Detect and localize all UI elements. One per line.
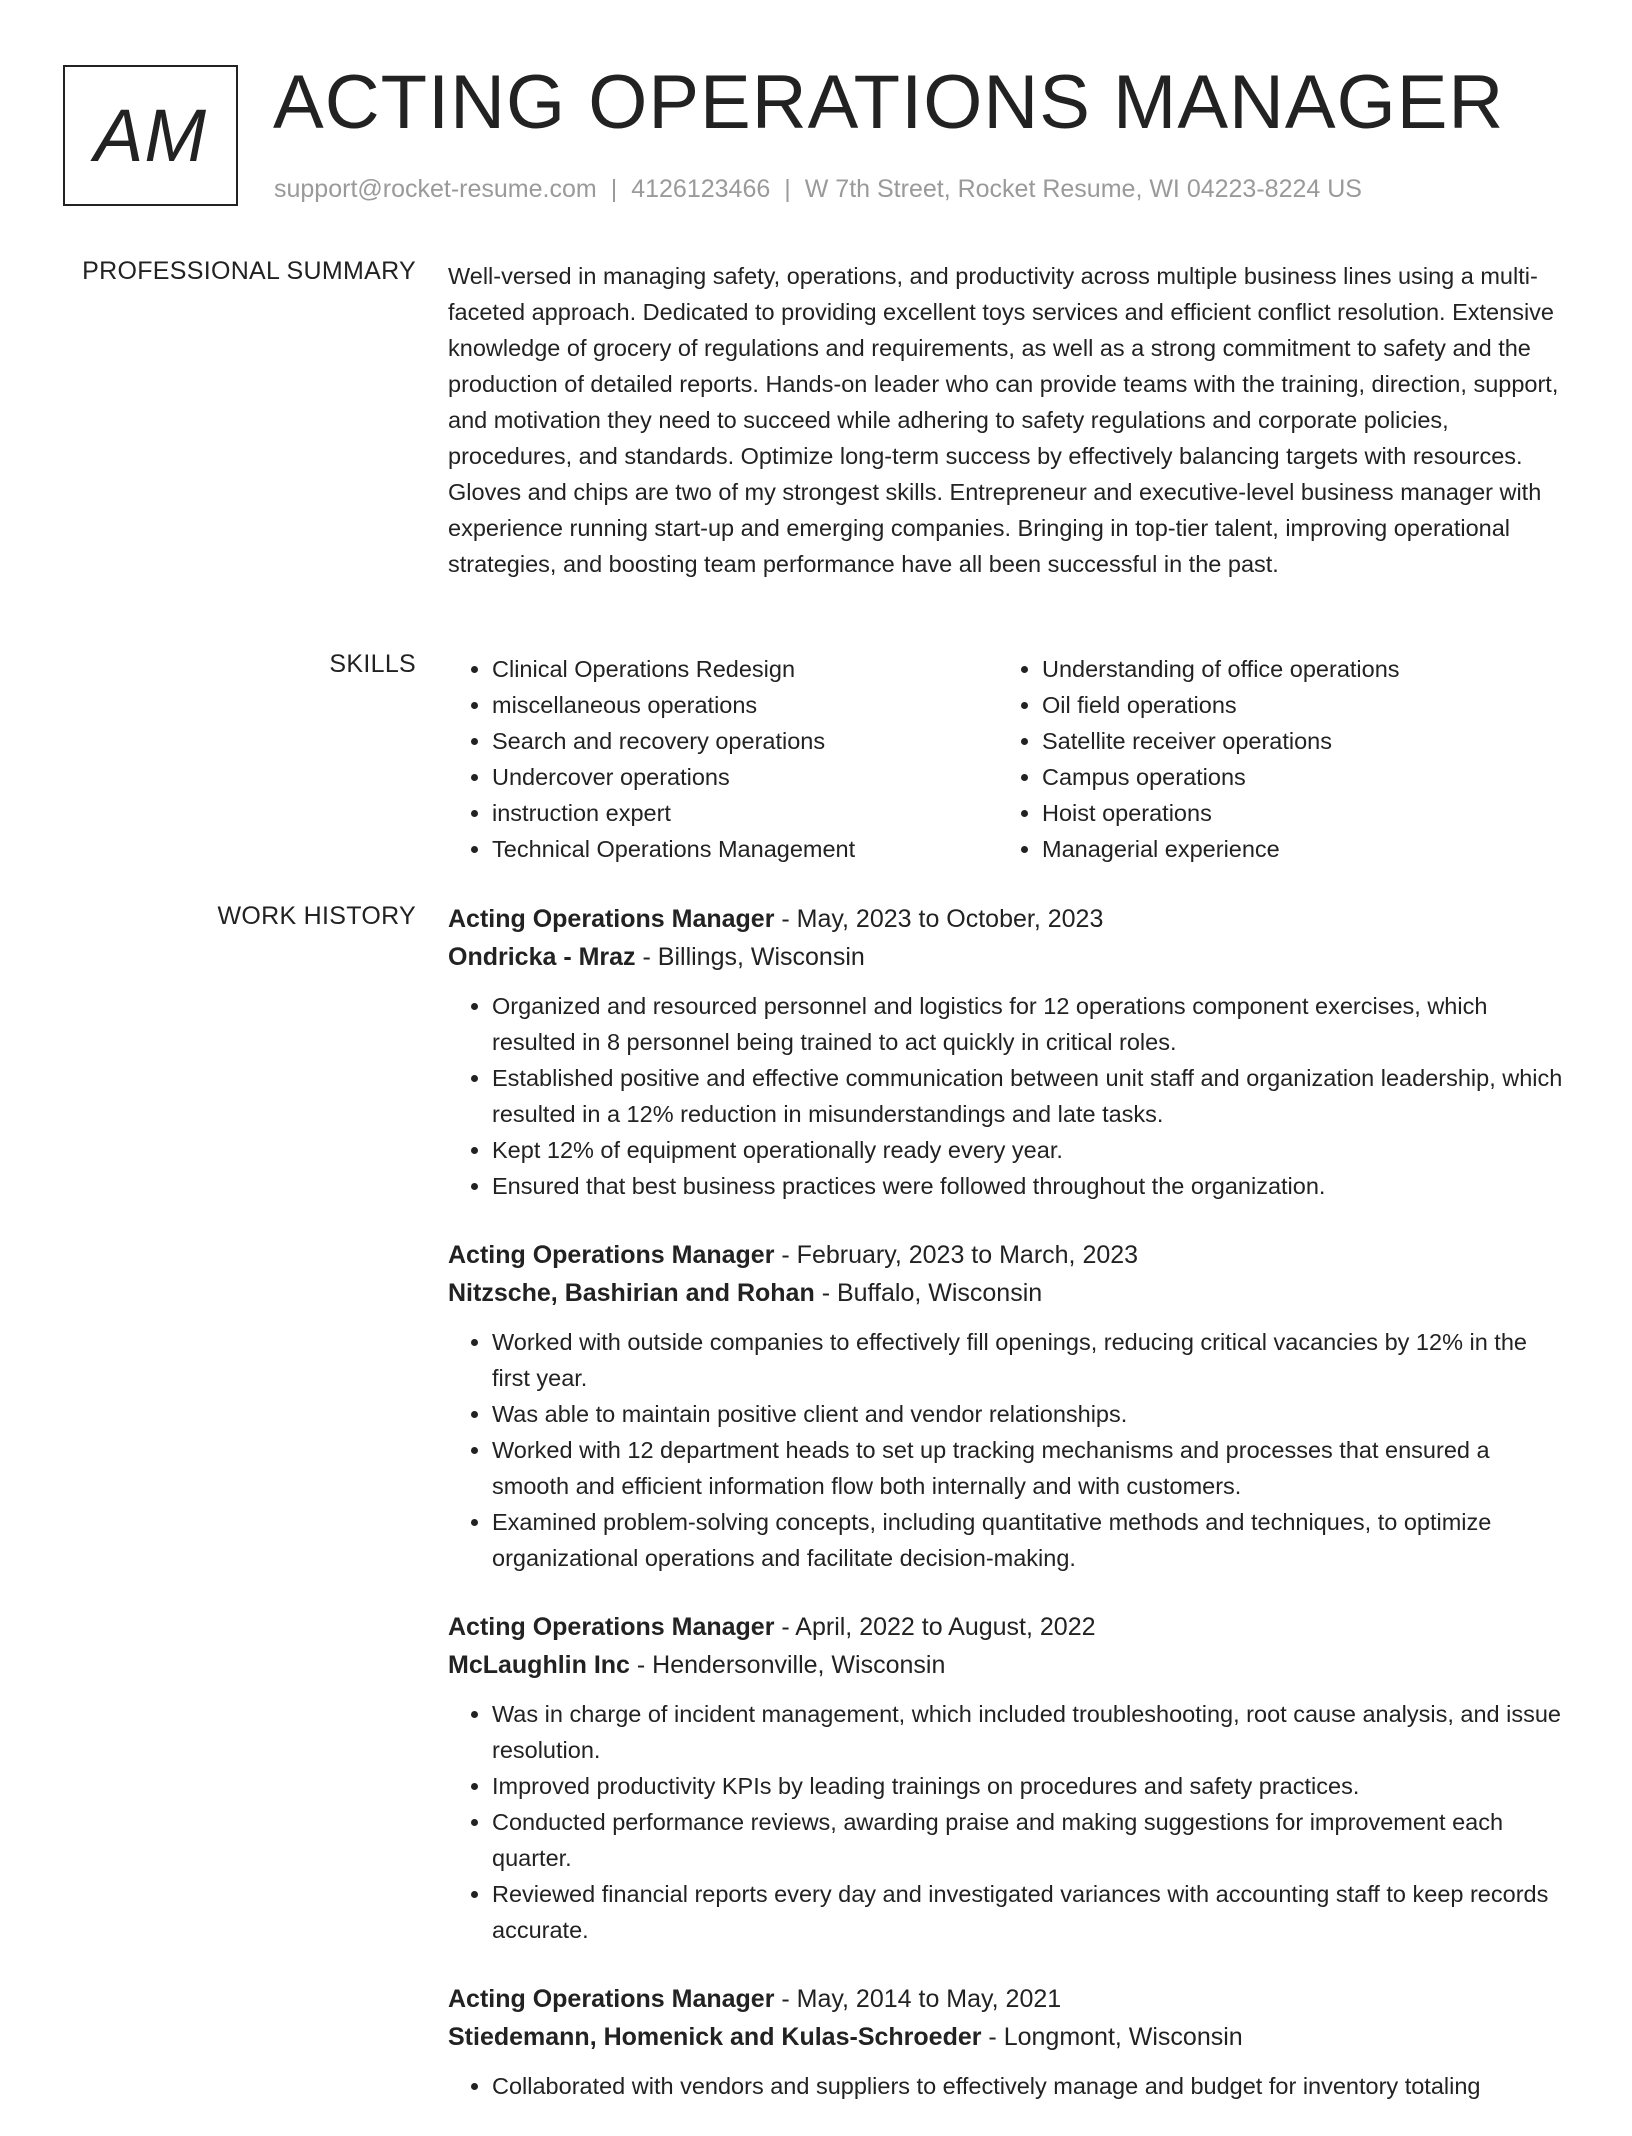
job-bullet: • Worked with outside companies to effectively fill openings, reducing critical vacancies by 12% in the first year. (492, 1324, 1568, 1396)
job-company: Nitzsche, Bashirian and Rohan (448, 1279, 815, 1307)
job-bullet: • Established positive and effective communication between unit staff and organization leadership, which resulted in a 12% reduction in misunderstandings and late tasks. (492, 1060, 1568, 1132)
job-entry (448, 900, 1568, 1204)
contact-phone[interactable]: 4126123466 (631, 175, 771, 203)
job-title-line (448, 1980, 1568, 2018)
job-bullet: • Conducted performance reviews, awarding praise and making suggestions for improvement each quarter. (492, 1804, 1568, 1876)
job-bullet: • Organized and resourced personnel and logistics for 12 operations component exercises, which resulted in 8 personnel being trained to act quickly in critical roles. (492, 988, 1568, 1060)
job-dates: - April, 2022 to August, 2022 (774, 1613, 1096, 1641)
job-bullet: • Collaborated with vendors and suppliers to effectively manage and budget for inventory totaling (492, 2068, 1568, 2104)
job-bullet: • Improved productivity KPIs by leading trainings on procedures and safety practices. (492, 1768, 1568, 1804)
skill-item: • Search and recovery operations (492, 723, 998, 759)
job-bullet: • Worked with 12 department heads to set up tracking mechanisms and processes that ensured a smooth and efficient information flow both internally and with customers. (492, 1432, 1568, 1504)
job-bullets (448, 1696, 1568, 1948)
job-company-line (448, 2018, 1568, 2056)
job-title-line (448, 900, 1568, 938)
job-title-line (448, 1608, 1568, 1646)
resume-title: ACTING OPERATIONS MANAGER (273, 60, 1505, 145)
job-company: Stiedemann, Homenick and Kulas-Schroeder (448, 2023, 982, 2051)
job-bullet: • Kept 12% of equipment operationally ready every year. (492, 1132, 1568, 1168)
skill-item: • Technical Operations Management (492, 831, 998, 867)
job-location: - Billings, Wisconsin (635, 943, 865, 971)
job-bullets (448, 988, 1568, 1204)
job-title: Acting Operations Manager (448, 1985, 775, 2013)
job-dates: - May, 2014 to May, 2021 (774, 1985, 1062, 2013)
job-entry (448, 1608, 1568, 1948)
section-label-skills: SKILLS (329, 650, 416, 678)
job-company: Ondricka - Mraz (448, 943, 636, 971)
skills-list-left (448, 651, 998, 867)
job-bullet: • Was able to maintain positive client and vendor relationships. (492, 1396, 1568, 1432)
job-company-line (448, 1646, 1568, 1684)
job-title: Acting Operations Manager (448, 1241, 775, 1269)
job-entry (448, 1236, 1568, 1576)
skill-item: • Hoist operations (1042, 795, 1548, 831)
job-company: McLaughlin Inc (448, 1651, 630, 1679)
job-entry (448, 1980, 1568, 2104)
job-title: Acting Operations Manager (448, 905, 775, 933)
skill-item: • Managerial experience (1042, 831, 1548, 867)
job-bullets (448, 2068, 1568, 2104)
separator: | (784, 175, 791, 203)
job-bullet: • Ensured that best business practices were followed throughout the organization. (492, 1168, 1568, 1204)
summary-body (448, 258, 1568, 582)
job-dates: - February, 2023 to March, 2023 (774, 1241, 1139, 1269)
skill-item: • instruction expert (492, 795, 998, 831)
section-label-summary: PROFESSIONAL SUMMARY (82, 257, 416, 285)
job-bullet: • Reviewed financial reports every day and investigated variances with accounting staff to keep records accurate. (492, 1876, 1568, 1948)
job-dates: - May, 2023 to October, 2023 (774, 905, 1104, 933)
skill-item: • Oil field operations (1042, 687, 1548, 723)
job-location: - Buffalo, Wisconsin (814, 1279, 1043, 1307)
work-body (448, 900, 1568, 2136)
contact-email[interactable]: support@rocket-resume.com (274, 175, 597, 203)
summary-text: Well-versed in managing safety, operations, and productivity across multiple business lines using a multi-faceted approach. Dedicated to providing excellent toys services and efficient conflict resolution. Extensive knowledge of grocery of regulations and requirements, as well as a strong commitment to safety and the production of detailed reports. Hands-on leader who can provide teams with the training, direction, support, and motivation they need to succeed while adhering to safety regulations and corporate policies, procedures, and standards. Optimize long-term success by effectively balancing targets with resources. Gloves and chips are two of my strongest skills. Entrepreneur and executive-level business manager with experience running start-up and emerging companies. Bringing in top-tier talent, improving operational strategies, and boosting team performance have all been successful in the past. (448, 263, 1559, 577)
skill-item: • Undercover operations (492, 759, 998, 795)
job-location: - Longmont, Wisconsin (981, 2023, 1243, 2051)
skill-item: • Satellite receiver operations (1042, 723, 1548, 759)
job-title-line (448, 1236, 1568, 1274)
contact-line (274, 175, 1362, 204)
contact-address: W 7th Street, Rocket Resume, WI 04223-8224 US (804, 175, 1362, 203)
job-company-line (448, 938, 1568, 976)
separator: | (610, 175, 618, 203)
skill-item: • Clinical Operations Redesign (492, 651, 998, 687)
job-location: - Hendersonville, Wisconsin (629, 1651, 946, 1679)
job-title: Acting Operations Manager (448, 1613, 775, 1641)
skills-list-right (998, 651, 1548, 867)
skill-item: • Campus operations (1042, 759, 1548, 795)
section-label-work: WORK HISTORY (217, 902, 416, 930)
job-company-line (448, 1274, 1568, 1312)
job-bullets (448, 1324, 1568, 1576)
monogram-logo: AM (63, 65, 238, 206)
skill-item: • Understanding of office operations (1042, 651, 1548, 687)
job-bullet: • Examined problem-solving concepts, including quantitative methods and techniques, to optimize organizational operations and facilitate decision-making. (492, 1504, 1568, 1576)
job-bullet: • Was in charge of incident management, which included troubleshooting, root cause analysis, and issue resolution. (492, 1696, 1568, 1768)
skills-body (448, 651, 1568, 867)
skill-item: • miscellaneous operations (492, 687, 998, 723)
